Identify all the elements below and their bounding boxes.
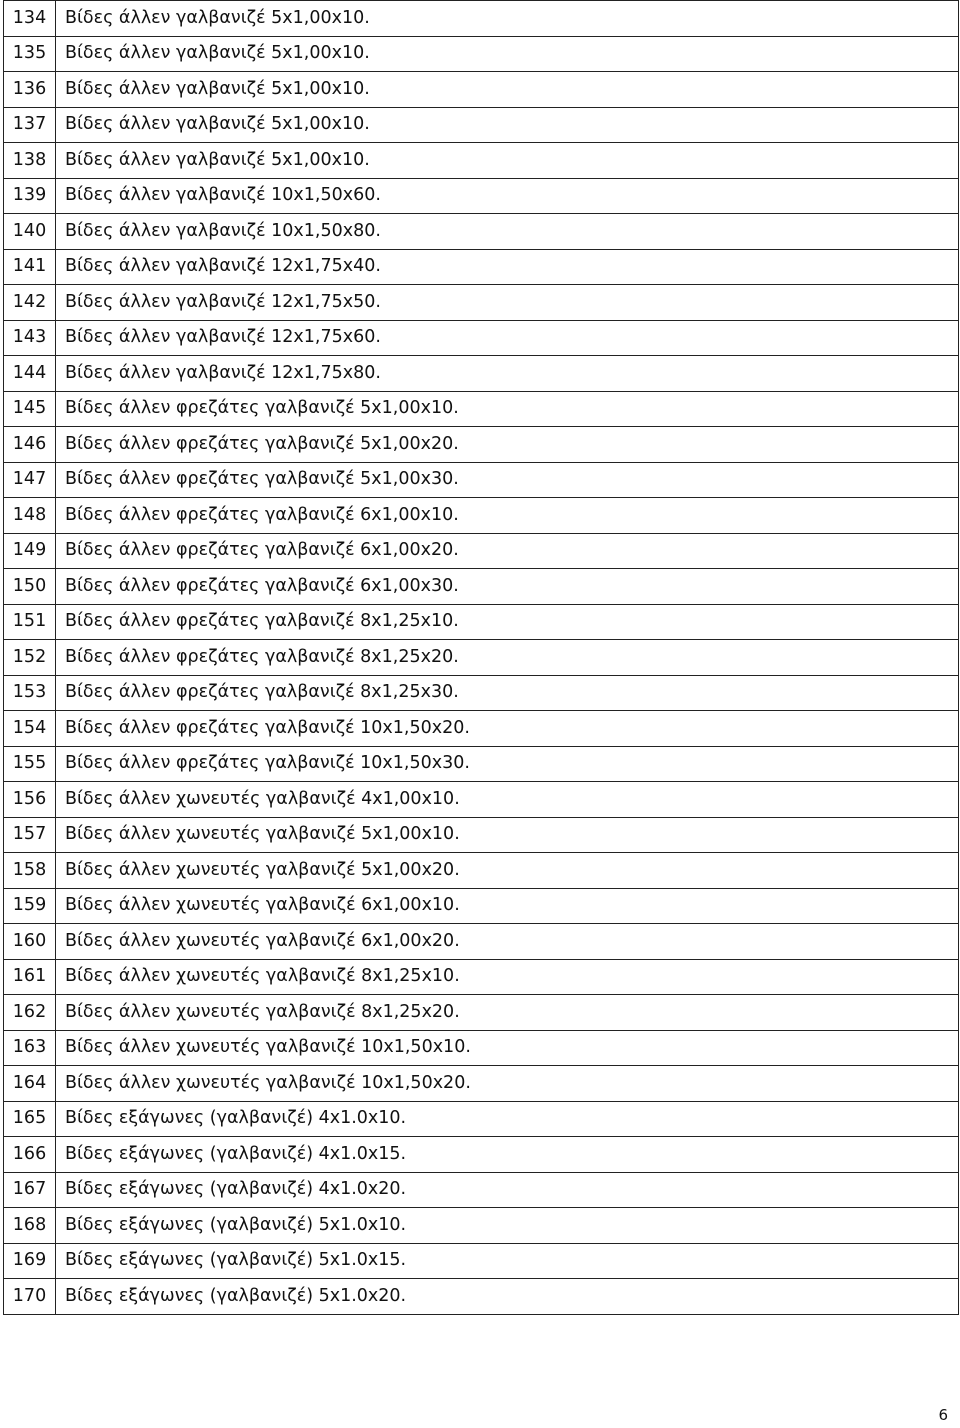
item-number-cell: 167 [4,1172,56,1208]
item-description-cell: Βίδες άλλεν φρεζάτες γαλβανιζέ 5x1,00x30. [56,462,959,498]
item-number-cell: 153 [4,675,56,711]
item-number-cell: 136 [4,72,56,108]
item-number-cell: 150 [4,569,56,605]
item-number-cell: 157 [4,817,56,853]
table-row [4,853,959,889]
item-number-cell: 154 [4,711,56,747]
item-description-cell: Βίδες άλλεν γαλβανιζέ 5x1,00x10. [56,143,959,179]
table-row [4,1030,959,1066]
item-description-cell: Βίδες άλλεν χωνευτές γαλβανιζέ 5x1,00x20. [56,853,959,889]
item-number-cell: 164 [4,1066,56,1102]
item-number-cell: 152 [4,640,56,676]
item-description-cell: Βίδες άλλεν φρεζάτες γαλβανιζέ 6x1,00x20. [56,533,959,569]
table-row [4,1208,959,1244]
item-number-cell: 162 [4,995,56,1031]
item-description-cell: Βίδες εξάγωνες (γαλβανιζέ) 4x1.0x20. [56,1172,959,1208]
table-row [4,711,959,747]
table-row [4,1172,959,1208]
item-number-cell: 147 [4,462,56,498]
item-description-cell: Βίδες άλλεν γαλβανιζέ 12x1,75x50. [56,285,959,321]
item-number-cell: 168 [4,1208,56,1244]
item-number-cell: 144 [4,356,56,392]
item-number-cell: 149 [4,533,56,569]
item-description-cell: Βίδες εξάγωνες (γαλβανιζέ) 4x1.0x15. [56,1137,959,1173]
item-description-cell: Βίδες άλλεν χωνευτές γαλβανιζέ 4x1,00x10. [56,782,959,818]
item-number-cell: 140 [4,214,56,250]
page-number: 6 [938,1406,948,1424]
item-description-cell: Βίδες εξάγωνες (γαλβανιζέ) 4x1.0x10. [56,1101,959,1137]
table-row [4,959,959,995]
item-number-cell: 165 [4,1101,56,1137]
item-description-cell: Βίδες άλλεν φρεζάτες γαλβανιζέ 8x1,25x10. [56,604,959,640]
item-description-cell: Βίδες άλλεν γαλβανιζέ 5x1,00x10. [56,107,959,143]
item-number-cell: 143 [4,320,56,356]
item-number-cell: 141 [4,249,56,285]
table-row [4,214,959,250]
table-row [4,640,959,676]
item-description-cell: Βίδες άλλεν χωνευτές γαλβανιζέ 6x1,00x20. [56,924,959,960]
item-description-cell: Βίδες άλλεν χωνευτές γαλβανιζέ 10x1,50x20. [56,1066,959,1102]
table-row [4,36,959,72]
table-row [4,498,959,534]
item-number-cell: 170 [4,1279,56,1315]
table-row [4,888,959,924]
table-row [4,462,959,498]
item-number-cell: 142 [4,285,56,321]
table-row [4,285,959,321]
table-row [4,427,959,463]
item-description-cell: Βίδες άλλεν γαλβανιζέ 5x1,00x10. [56,1,959,37]
item-description-cell: Βίδες εξάγωνες (γαλβανιζέ) 5x1.0x20. [56,1279,959,1315]
item-number-cell: 161 [4,959,56,995]
item-number-cell: 156 [4,782,56,818]
table-row [4,995,959,1031]
item-description-cell: Βίδες άλλεν γαλβανιζέ 5x1,00x10. [56,72,959,108]
table-row [4,782,959,818]
table-row [4,1137,959,1173]
items-table-body [4,1,959,1315]
item-description-cell: Βίδες άλλεν φρεζάτες γαλβανιζέ 6x1,00x30. [56,569,959,605]
item-number-cell: 135 [4,36,56,72]
table-row [4,1,959,37]
item-description-cell: Βίδες άλλεν γαλβανιζέ 5x1,00x10. [56,36,959,72]
item-description-cell: Βίδες άλλεν χωνευτές γαλβανιζέ 10x1,50x10. [56,1030,959,1066]
table-row [4,1279,959,1315]
item-description-cell: Βίδες άλλεν γαλβανιζέ 10x1,50x80. [56,214,959,250]
item-description-cell: Βίδες άλλεν χωνευτές γαλβανιζέ 8x1,25x10. [56,959,959,995]
item-description-cell: Βίδες εξάγωνες (γαλβανιζέ) 5x1.0x15. [56,1243,959,1279]
item-number-cell: 145 [4,391,56,427]
table-row [4,924,959,960]
item-number-cell: 146 [4,427,56,463]
item-number-cell: 169 [4,1243,56,1279]
table-row [4,1101,959,1137]
item-description-cell: Βίδες άλλεν γαλβανιζέ 12x1,75x60. [56,320,959,356]
item-description-cell: Βίδες άλλεν χωνευτές γαλβανιζέ 5x1,00x10. [56,817,959,853]
item-description-cell: Βίδες εξάγωνες (γαλβανιζέ) 5x1.0x10. [56,1208,959,1244]
table-row [4,107,959,143]
item-description-cell: Βίδες άλλεν φρεζάτες γαλβανιζέ 8x1,25x20. [56,640,959,676]
table-row [4,356,959,392]
table-row [4,569,959,605]
item-number-cell: 155 [4,746,56,782]
item-number-cell: 134 [4,1,56,37]
table-row [4,249,959,285]
item-description-cell: Βίδες άλλεν φρεζάτες γαλβανιζέ 6x1,00x10. [56,498,959,534]
table-row [4,320,959,356]
table-row [4,72,959,108]
item-description-cell: Βίδες άλλεν γαλβανιζέ 10x1,50x60. [56,178,959,214]
table-row [4,675,959,711]
item-description-cell: Βίδες άλλεν γαλβανιζέ 12x1,75x40. [56,249,959,285]
item-number-cell: 139 [4,178,56,214]
table-row [4,391,959,427]
item-description-cell: Βίδες άλλεν γαλβανιζέ 12x1,75x80. [56,356,959,392]
item-number-cell: 166 [4,1137,56,1173]
item-number-cell: 158 [4,853,56,889]
item-description-cell: Βίδες άλλεν φρεζάτες γαλβανιζέ 10x1,50x30. [56,746,959,782]
item-description-cell: Βίδες άλλεν φρεζάτες γαλβανιζέ 8x1,25x30. [56,675,959,711]
table-row [4,817,959,853]
item-number-cell: 148 [4,498,56,534]
table-row [4,178,959,214]
table-row [4,746,959,782]
item-number-cell: 159 [4,888,56,924]
items-table [3,0,959,1315]
item-number-cell: 151 [4,604,56,640]
item-number-cell: 137 [4,107,56,143]
item-description-cell: Βίδες άλλεν φρεζάτες γαλβανιζέ 5x1,00x20. [56,427,959,463]
table-row [4,1243,959,1279]
item-description-cell: Βίδες άλλεν χωνευτές γαλβανιζέ 6x1,00x10. [56,888,959,924]
item-description-cell: Βίδες άλλεν χωνευτές γαλβανιζέ 8x1,25x20. [56,995,959,1031]
item-description-cell: Βίδες άλλεν φρεζάτες γαλβανιζέ 10x1,50x20. [56,711,959,747]
item-number-cell: 160 [4,924,56,960]
item-description-cell: Βίδες άλλεν φρεζάτες γαλβανιζέ 5x1,00x10. [56,391,959,427]
table-row [4,604,959,640]
table-row [4,143,959,179]
table-row [4,533,959,569]
item-number-cell: 163 [4,1030,56,1066]
table-row [4,1066,959,1102]
item-number-cell: 138 [4,143,56,179]
